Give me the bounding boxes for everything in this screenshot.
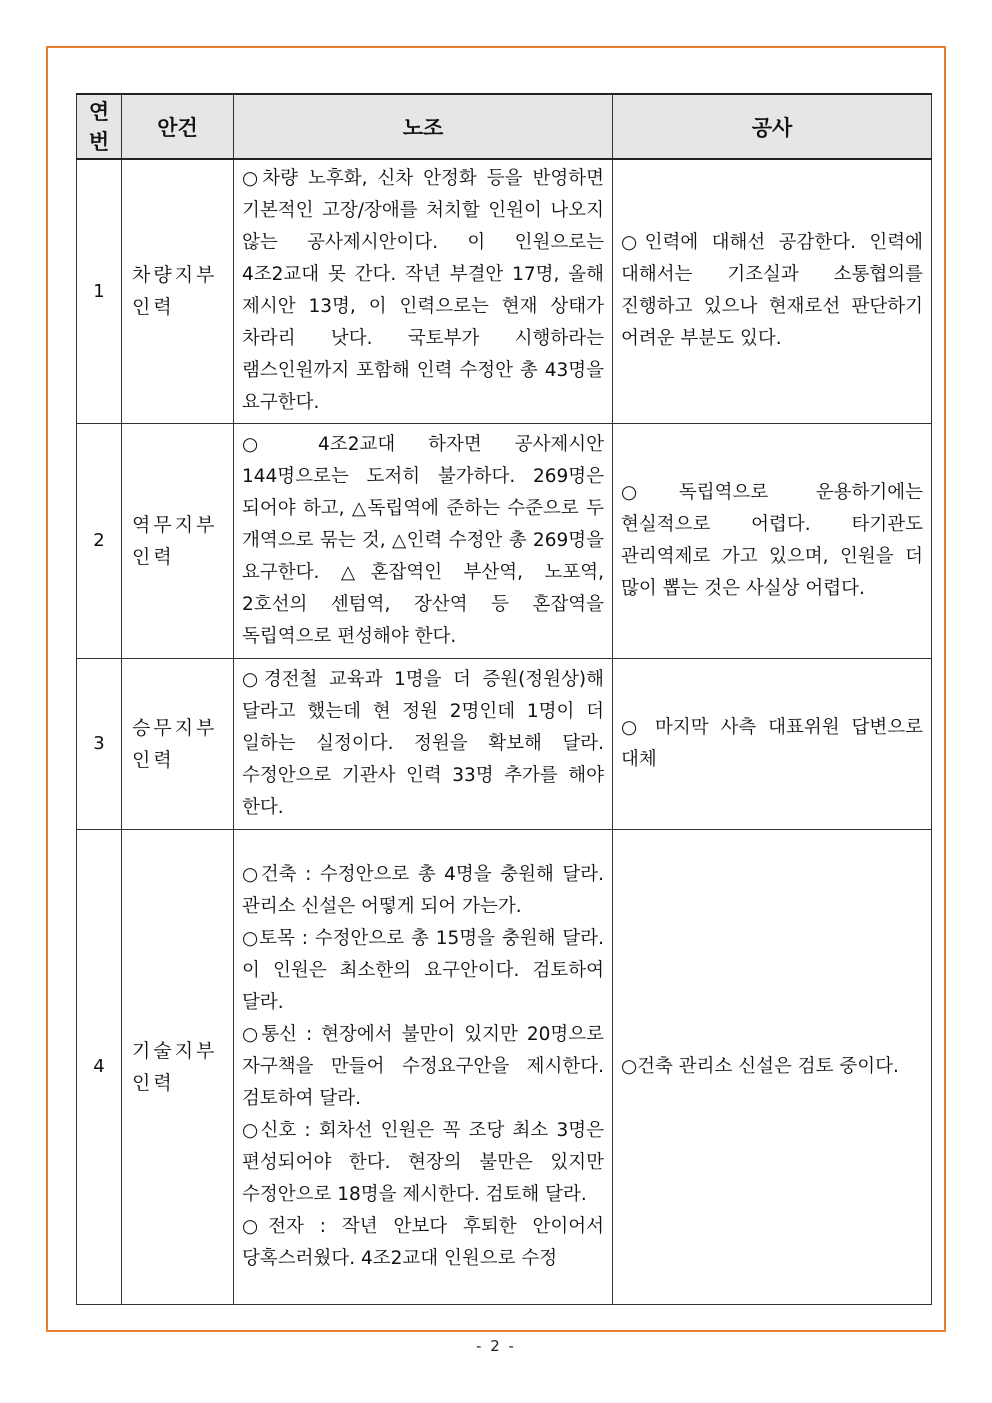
agenda-cell: 역무지부 인력 <box>122 423 234 658</box>
table-row <box>77 159 932 423</box>
table-header-row <box>77 94 932 159</box>
company-position-cell: ○건축 관리소 신설은 검토 중이다. <box>613 829 932 1304</box>
company-position-cell: ○ 마지막 사측 대표위원 답변으로 대체 <box>613 658 932 829</box>
company-position-cell: ○인력에 대해선 공감한다. 인력에 대해서는 기조실과 소통협의를 진행하고 있으나 현재로선 판단하기 어려운 부분도 있다. <box>613 159 932 423</box>
table-row <box>77 829 932 1304</box>
table-row <box>77 658 932 829</box>
row-number: 1 <box>77 159 122 423</box>
union-paragraph-signal: ○신호 : 회차선 인원은 꼭 조당 최소 3명은 편성되어야 한다. 현장의 불만은 있지만 수정안으로 18명을 제시한다. 검토해 달라. <box>242 1119 604 1205</box>
union-position-cell <box>234 658 613 829</box>
row-number: 3 <box>77 658 122 829</box>
header-union: 노조 <box>234 94 613 159</box>
union-position-cell <box>234 159 613 423</box>
union-paragraph: ○ 4조2교대 하자면 공사제시안 144명으로는 도저히 불가하다. 269명은 되어야 하고, △독립역에 준하는 수준으로 두 개역으로 묶는 것, △인력 수정안 총 269명을 요구한다. △혼잡역인 부산역, 노포역, 2호선의 센텀역, 장산역 등 혼잡역을 독립역으로 편성해야 한다. <box>242 433 604 647</box>
union-paragraph-civil: ○토목 : 수정안으로 총 15명을 충원해 달라. 이 인원은 최소한의 요구안이다. 검토하여 달라. <box>242 927 604 1013</box>
header-number-label: 연번 <box>88 99 110 154</box>
union-paragraph-telecom: ○통신 : 현장에서 불만이 있지만 20명으로 자구책을 만들어 수정요구안을 제시한다. 검토하여 달라. <box>242 1023 604 1109</box>
table-row <box>77 423 932 658</box>
union-paragraph-electronics: ○전자 : 작년 안보다 후퇴한 안이어서 당혹스러웠다. 4조2교대 인원으로 수정 <box>242 1215 604 1269</box>
header-agenda: 안건 <box>122 94 234 159</box>
row-number: 4 <box>77 829 122 1304</box>
union-position-cell <box>234 423 613 658</box>
agenda-cell: 승무지부 인력 <box>122 658 234 829</box>
union-paragraph: ○차량 노후화, 신차 안정화 등을 반영하면 기본적인 고장/장애를 처치할 인원이 나오지 않는 공사제시안이다. 이 인원으로는 4조2교대 못 간다. 작년 부결안 17명, 올해 제시안 13명, 이 인력으로는 현재 상태가 차라리 낫다. 국토부가 시행하라는 램스인원까지 포함해 인력 수정안 총 43명을 요구한다. <box>242 168 604 414</box>
company-position-cell: ○독립역으로 운용하기에는 현실적으로 어렵다. 타기관도 관리역제로 가고 있으며, 인원을 더 많이 뽑는 것은 사실상 어렵다. <box>613 423 932 658</box>
negotiation-minutes-table <box>76 93 932 1305</box>
union-position-cell <box>234 829 613 1304</box>
union-paragraph-architecture: ○건축 : 수정안으로 총 4명을 충원해 달라. 관리소 신설은 어떻게 되어 가는가. <box>242 863 604 917</box>
agenda-cell: 차량지부 인력 <box>122 159 234 423</box>
page-number: - 2 - <box>476 1337 516 1355</box>
row-number: 2 <box>77 423 122 658</box>
union-paragraph: ○경전철 교육과 1명을 더 증원(정원상)해 달라고 했는데 현 정원 2명인데 1명이 더 일하는 실정이다. 정원을 확보해 달라. 수정안으로 기관사 인력 33명 추가를 해야 한다. <box>242 668 604 818</box>
agenda-cell: 기술지부 인력 <box>122 829 234 1304</box>
header-company: 공사 <box>613 94 932 159</box>
header-number <box>77 94 122 159</box>
